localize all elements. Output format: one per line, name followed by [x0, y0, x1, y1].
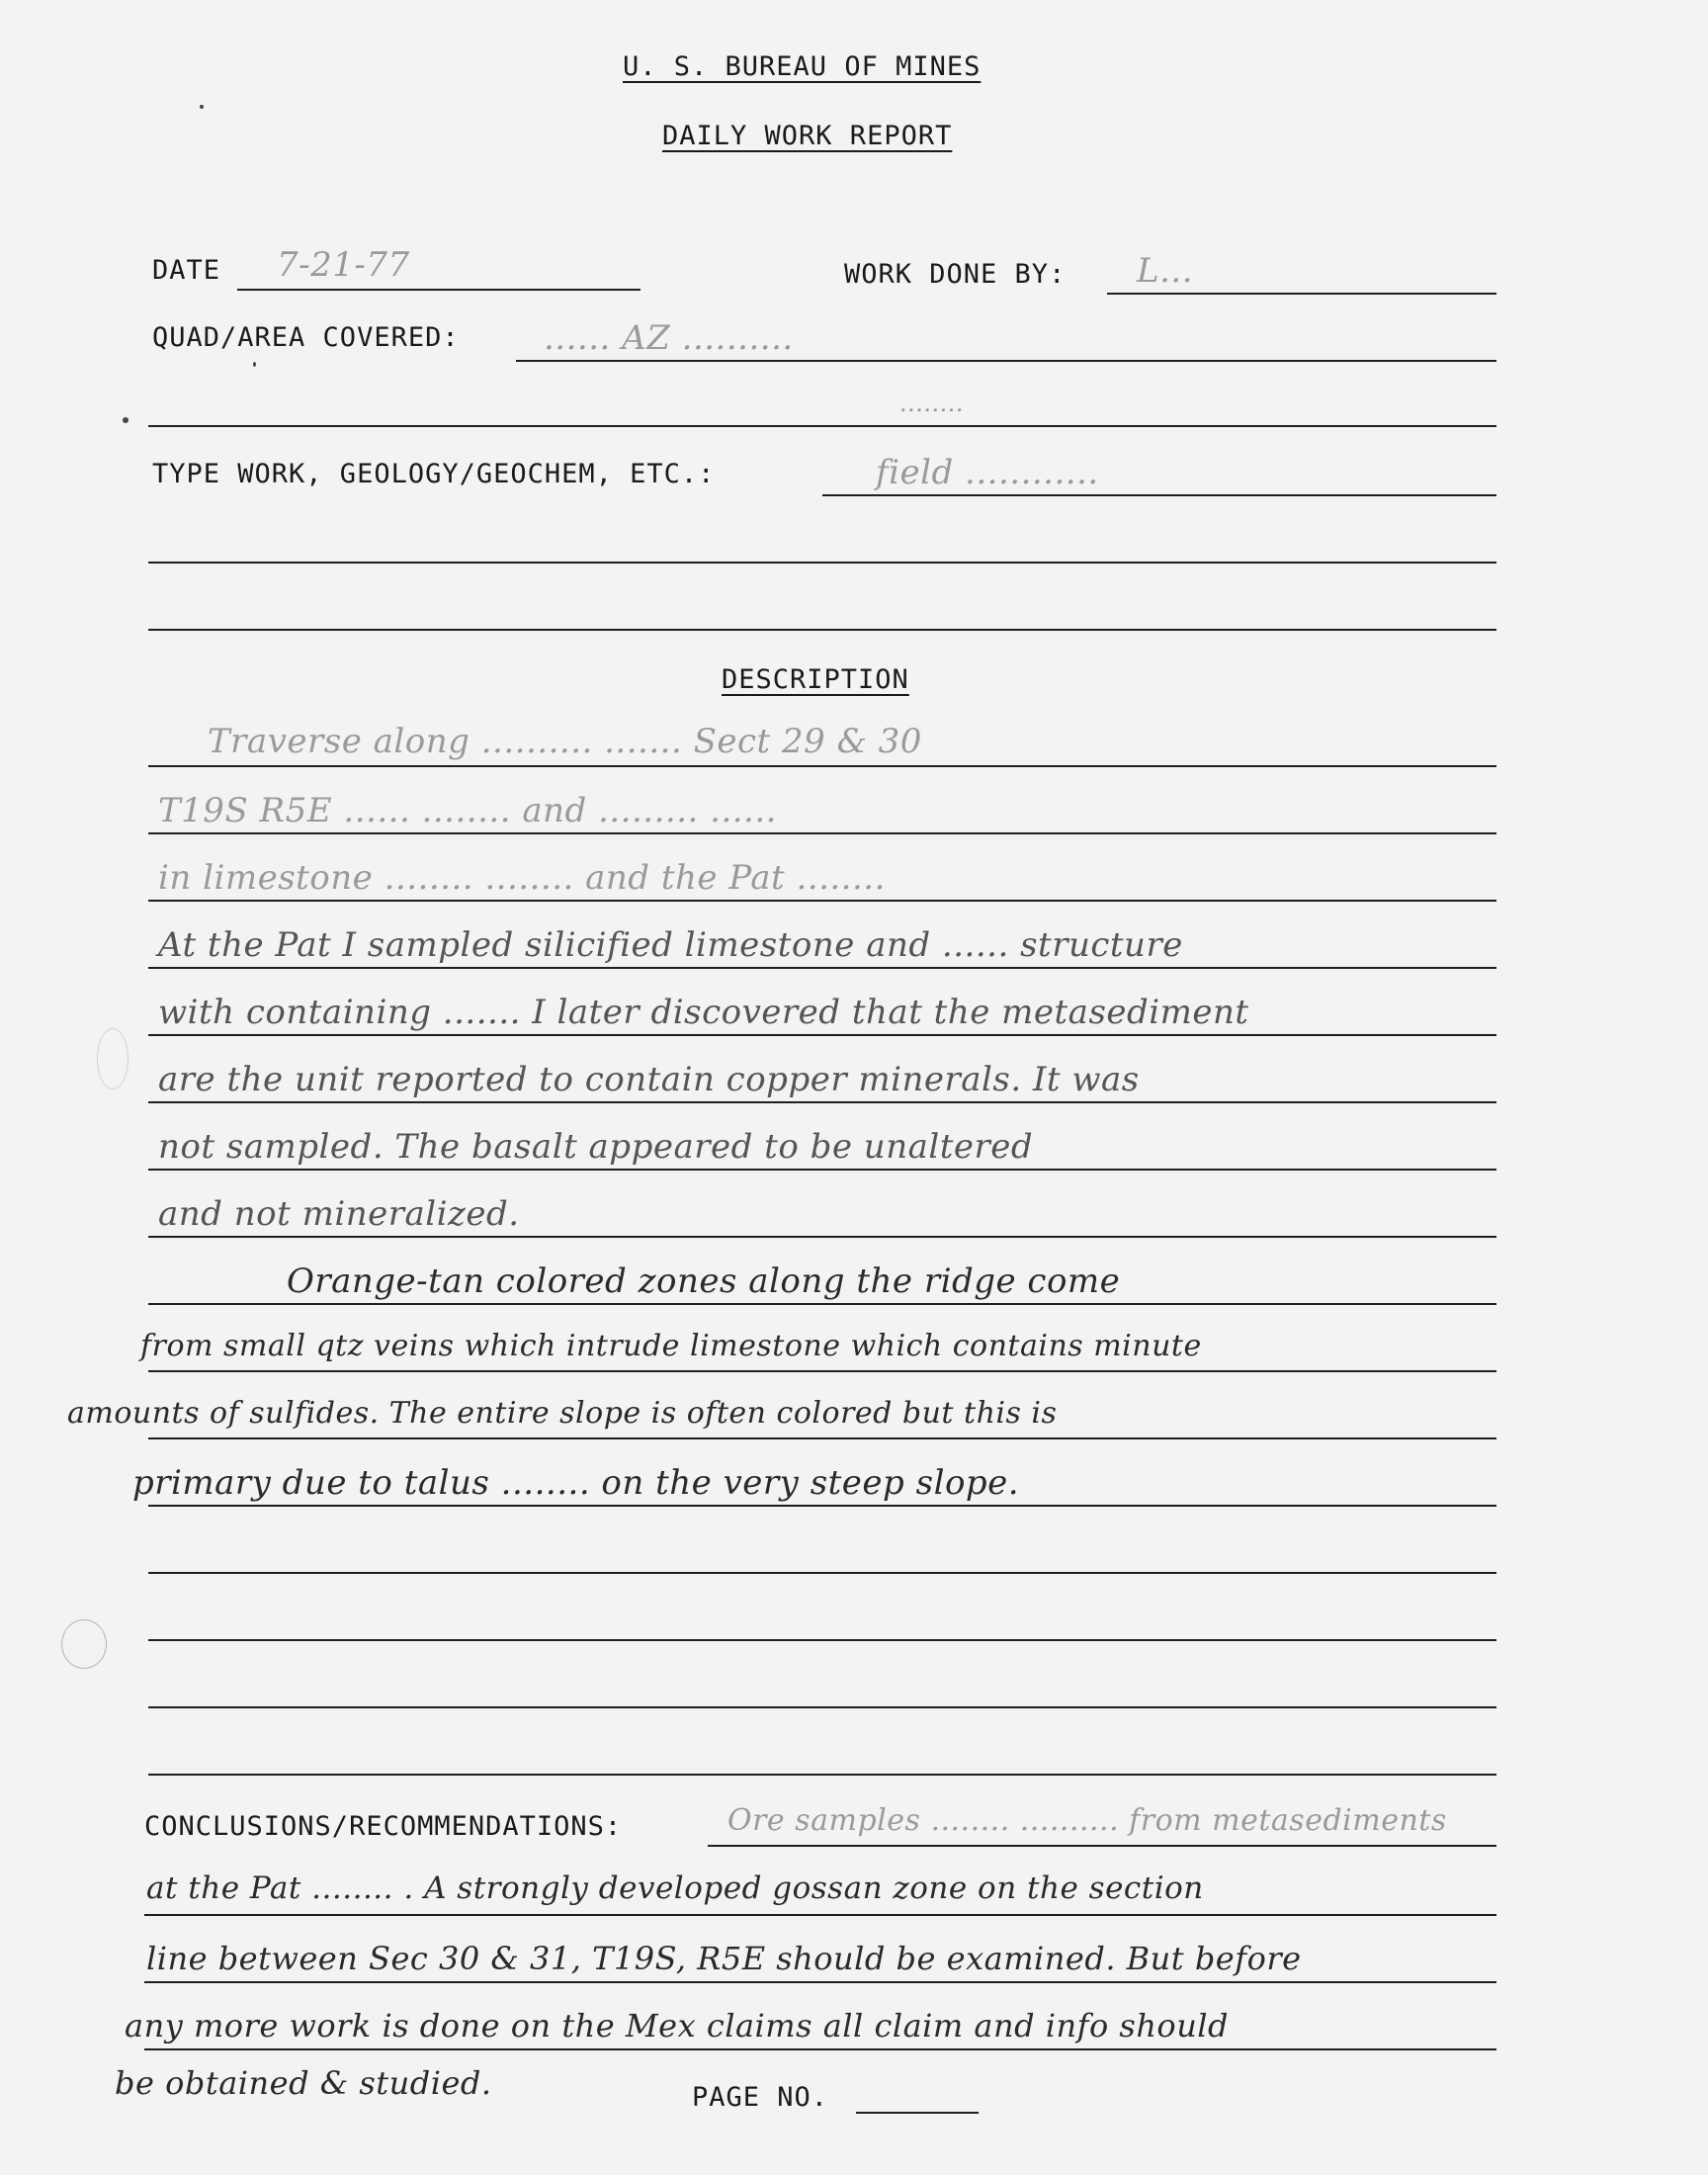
description-rule	[148, 1169, 1496, 1171]
type-work-value[interactable]: field ............	[876, 453, 1099, 492]
page-no-value[interactable]	[856, 2076, 979, 2110]
type-work-underline-2	[148, 562, 1496, 564]
punch-hole-left	[61, 1619, 107, 1669]
description-line: amounts of sulfides. The entire slope is often colored but this is	[67, 1396, 1058, 1431]
description-heading: DESCRIPTION	[722, 664, 909, 695]
work-done-by-underline	[1107, 293, 1496, 295]
speck	[253, 362, 256, 367]
type-work-underline	[822, 494, 1496, 496]
punch-hole-shadow	[97, 1028, 128, 1089]
description-rule	[148, 1706, 1496, 1708]
date-value[interactable]: 7-21-77	[277, 245, 410, 285]
quad-area-label: QUAD/AREA COVERED:	[152, 322, 460, 353]
description-rule	[148, 1572, 1496, 1574]
work-done-by-value[interactable]: L...	[1137, 251, 1194, 291]
type-work-label: TYPE WORK, GEOLOGY/GEOCHEM, ETC.:	[152, 459, 716, 489]
description-rule	[148, 1639, 1496, 1641]
description-rule	[148, 1034, 1496, 1036]
description-line: primary due to talus ........ on the very steep slope.	[132, 1463, 1020, 1503]
conclusions-line: at the Pat ........ . A strongly developed gossan zone on the section	[146, 1870, 1204, 1906]
form-title: DAILY WORK REPORT	[662, 121, 953, 151]
description-line: Orange-tan colored zones along the ridge come	[287, 1262, 1121, 1301]
quad-area-value[interactable]: ...... AZ ..........	[544, 318, 794, 358]
description-rule	[148, 1437, 1496, 1439]
date-underline	[237, 289, 640, 291]
description-line: T19S R5E ...... ........ and ......... ......	[158, 791, 777, 830]
description-line: not sampled. The basalt appeared to be unaltered	[158, 1127, 1034, 1167]
quad-area-underline	[516, 360, 1496, 362]
page-no-underline	[856, 2112, 979, 2114]
description-rule	[148, 1505, 1496, 1507]
page-no-label: PAGE NO.	[692, 2082, 829, 2113]
description-rule	[148, 967, 1496, 969]
conclusions-label: CONCLUSIONS/RECOMMENDATIONS:	[144, 1811, 623, 1842]
description-rule	[148, 1370, 1496, 1372]
conclusions-rule	[144, 1981, 1496, 1983]
description-line: are the unit reported to contain copper minerals. It was	[158, 1060, 1140, 1099]
description-rule	[148, 765, 1496, 767]
description-rule	[148, 900, 1496, 902]
work-done-by-label: WORK DONE BY:	[844, 259, 1067, 290]
conclusions-rule	[708, 1845, 1496, 1847]
conclusions-line: be obtained & studied.	[115, 2064, 492, 2102]
type-work-underline-3	[148, 629, 1496, 631]
date-label: DATE	[152, 255, 221, 286]
description-line: from small qtz veins which intrude limestone which contains minute	[140, 1329, 1202, 1363]
description-rule	[148, 832, 1496, 834]
conclusions-rule	[144, 2048, 1496, 2050]
quad-area-value-line2[interactable]: ........	[899, 390, 965, 417]
description-rule	[148, 1303, 1496, 1305]
description-line: and not mineralized.	[158, 1194, 520, 1234]
conclusions-line: line between Sec 30 & 31, T19S, R5E should be examined. But before	[146, 1940, 1302, 1977]
quad-area-underline-2	[148, 425, 1496, 427]
description-line: Traverse along .......... ....... Sect 29 & 30	[208, 722, 922, 761]
agency-title: U. S. BUREAU OF MINES	[623, 51, 982, 82]
description-line: At the Pat I sampled silicified limestone and ...... structure	[158, 925, 1183, 965]
description-rule	[148, 1101, 1496, 1103]
description-line: in limestone ........ ........ and the Pat ........	[158, 858, 886, 898]
conclusions-rule	[144, 1914, 1496, 1916]
description-rule	[148, 1774, 1496, 1776]
description-line: with containing ....... I later discovered that the metasediment	[158, 993, 1249, 1032]
description-rule	[148, 1236, 1496, 1238]
speck	[200, 105, 204, 109]
conclusions-line: any more work is done on the Mex claims all claim and info should	[125, 2007, 1230, 2044]
speck	[123, 417, 128, 423]
conclusions-line: Ore samples ........ .......... from metasediments	[727, 1803, 1447, 1838]
